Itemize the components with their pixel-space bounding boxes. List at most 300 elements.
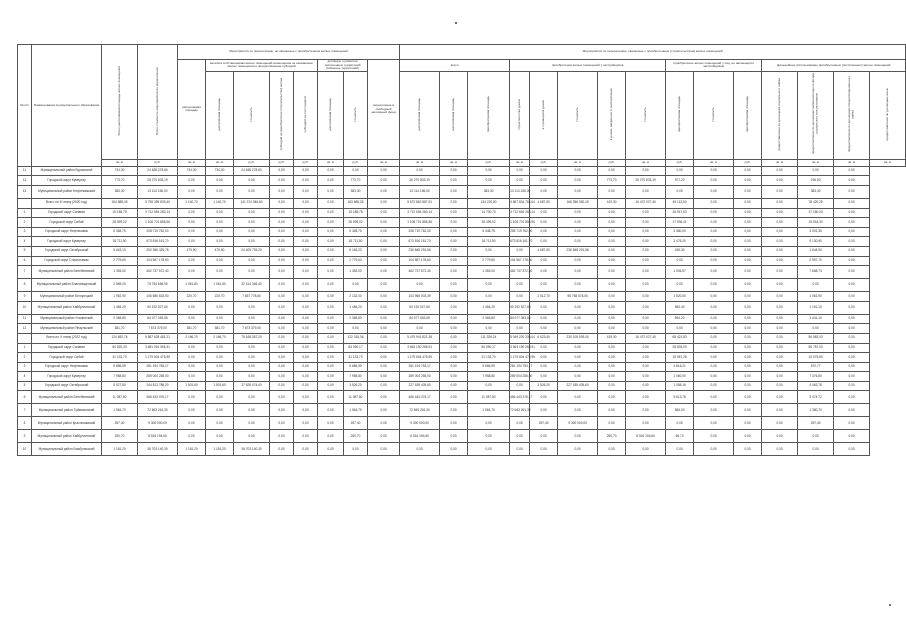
table-cell: 8 516 194,60	[138, 430, 178, 443]
row-name: Всего по III этапу (2020 год)	[32, 198, 102, 208]
table-cell: 0,00	[694, 246, 734, 256]
row-number: 10	[18, 301, 32, 314]
sub-b-header: договоры о развитии застроенных территорий (освоение территорий)	[318, 60, 368, 72]
table-cell: 479,90	[206, 246, 234, 256]
table-cell: 13 114 156,00	[400, 185, 440, 198]
table-cell: 0,00	[734, 353, 762, 363]
table-cell: 734,00	[178, 166, 206, 176]
table-cell: 0,00	[178, 227, 206, 237]
table-cell: 0,00	[694, 417, 734, 430]
table-cell: 0,00	[294, 166, 318, 176]
table-cell: 0,00	[368, 246, 400, 256]
table-cell: 0,00	[762, 218, 798, 228]
table-cell: 0,00	[834, 292, 870, 302]
table-cell: 1 520,00	[666, 292, 694, 302]
col-h-7: расселяемая площадь	[327, 98, 332, 131]
table-cell: 0,00	[734, 343, 762, 353]
table-cell: 0,00	[294, 381, 318, 391]
table-cell: 11 087,50	[102, 391, 138, 404]
table-cell: 0,00	[270, 417, 294, 430]
table-cell: 1 353,00	[468, 266, 510, 279]
table-cell: 1 191,10	[798, 301, 834, 314]
table-cell: 0,00	[178, 362, 206, 372]
table-row	[18, 176, 906, 186]
table-cell: 0,00	[270, 246, 294, 256]
table-cell: 5 163,23	[344, 246, 368, 256]
table-cell: 0,00	[598, 237, 626, 247]
unit-cell: кв. м	[400, 159, 440, 166]
table-cell: 5 686,99	[344, 362, 368, 372]
table-cell: 0,00	[368, 256, 400, 266]
table-cell: 1 181,20	[206, 443, 234, 456]
table-cell: 462 737 572,40	[138, 266, 178, 279]
table-cell: 0,00	[834, 301, 870, 314]
row-name: Городской округ Сибай	[32, 218, 102, 228]
table-cell: 0,00	[762, 246, 798, 256]
table-cell: 0,00	[834, 256, 870, 266]
table-body	[18, 166, 906, 456]
row-number: 8	[18, 279, 32, 292]
table-cell: 0,00	[294, 443, 318, 456]
table-cell: 0,00	[234, 237, 270, 247]
table-cell: 0,00	[834, 343, 870, 353]
table-row	[18, 404, 906, 417]
table-cell: 383,30	[798, 185, 834, 198]
table-row	[18, 391, 906, 404]
table-cell: 0,00	[368, 166, 400, 176]
table-cell: 220,70	[206, 292, 234, 302]
table-cell: 0,00	[694, 443, 734, 456]
col-h-4: стоимость	[248, 107, 253, 122]
table-cell: 0,00	[626, 237, 666, 247]
table-cell: 0,00	[558, 362, 598, 372]
table-row	[18, 324, 906, 334]
table-cell: 0,00	[530, 324, 558, 334]
table-cell: 104 567 178,60	[138, 256, 178, 266]
table-cell: 0,00	[440, 246, 468, 256]
table-cell: 1 644,90	[798, 246, 834, 256]
row-name: Муниципальный район Янаульский	[32, 324, 102, 334]
table-cell: 5 613,78	[666, 391, 694, 404]
table-cell: 1 353,00	[344, 266, 368, 279]
table-cell: 289 004 256,00	[400, 372, 440, 382]
row-number: 3	[18, 227, 32, 237]
table-cell: 257,40	[530, 417, 558, 430]
table-cell: 0,00	[598, 381, 626, 391]
table-cell: 0,00	[598, 266, 626, 279]
table-cell: 0,00	[626, 314, 666, 324]
table-cell: 5 348,75	[344, 227, 368, 237]
table-cell: 0,00	[440, 391, 468, 404]
table-cell: 0,00	[734, 166, 762, 176]
table-cell: 0,00	[666, 185, 694, 198]
table-cell: 0,00	[598, 372, 626, 382]
table-cell: 0,00	[178, 176, 206, 186]
table-cell: 75 168 367,20	[234, 333, 270, 343]
table-cell: 0,00	[626, 256, 666, 266]
units-row	[18, 159, 906, 166]
document-sheet	[17, 44, 893, 614]
table-cell: 0,00	[206, 343, 234, 353]
table-cell: 0,00	[234, 417, 270, 430]
table-cell: 0,00	[734, 266, 762, 279]
table-cell: 466 443 376,17	[400, 391, 440, 404]
table-cell: 0,00	[234, 176, 270, 186]
table-cell: 0,00	[294, 198, 318, 208]
table-cell: 0,00	[734, 391, 762, 404]
table-cell: 0,00	[234, 372, 270, 382]
table-cell: 14 700,70	[468, 208, 510, 218]
row-name: Муниципальный район Хайбуллинский	[32, 430, 102, 443]
table-cell: 0,00	[694, 185, 734, 198]
table-cell: 3 712 654 283,14	[400, 208, 440, 218]
table-cell: 0,00	[400, 324, 440, 334]
table-cell: 236 848 291,56	[400, 246, 440, 256]
table-cell: 252 356 425,78	[138, 246, 178, 256]
table-cell: 236 848 291,56	[558, 246, 598, 256]
table-cell: 104 567 178,60	[400, 256, 440, 266]
table-cell: 0,00	[294, 227, 318, 237]
table-cell: 0,00	[234, 343, 270, 353]
table-cell: 0,00	[598, 314, 626, 324]
table-cell: 3 712 654 283,14	[138, 208, 178, 218]
table-cell: 0,00	[510, 246, 530, 256]
table-cell: 0,00	[270, 381, 294, 391]
table-cell: 0,00	[318, 417, 344, 430]
table-cell: 0,00	[178, 353, 206, 363]
row-number: 2	[18, 218, 32, 228]
table-cell: 245,30	[666, 246, 694, 256]
table-cell: 0,00	[318, 227, 344, 237]
table-cell: 0,00	[206, 185, 234, 198]
table-cell: 227 185 405,60	[400, 381, 440, 391]
table-cell: 45 112,00	[666, 198, 694, 208]
table-cell: 4 463,78	[798, 381, 834, 391]
table-cell: 0,00	[270, 208, 294, 218]
row-number: 9	[18, 430, 32, 443]
col-h-6: субсидия за счет средств	[302, 96, 307, 133]
table-cell: 0,00	[530, 279, 558, 292]
table-cell: 584,00	[666, 404, 694, 417]
unit-cell: кв. м	[440, 159, 468, 166]
table-cell: 0,00	[762, 208, 798, 218]
table-cell: 0,00	[178, 417, 206, 430]
table-cell: 0,00	[294, 404, 318, 417]
table-cell: 250,70	[344, 430, 368, 443]
table-cell: 2 779,60	[102, 256, 138, 266]
table-cell: 0,00	[440, 208, 468, 218]
row-number: 10	[18, 443, 32, 456]
table-cell: 37 628 474,40	[234, 381, 270, 391]
table-cell: 462 737 572,40	[400, 266, 440, 279]
table-cell: 2 779,60	[344, 256, 368, 266]
table-cell: 0,00	[294, 353, 318, 363]
table-cell: 0,00	[798, 443, 834, 456]
table-cell: 5 587 628 481,21	[138, 333, 178, 343]
row-number: 13	[18, 185, 32, 198]
row-number: 11	[18, 314, 32, 324]
table-cell: 0,00	[834, 185, 870, 198]
table-cell: 0,00	[344, 279, 368, 292]
table-cell: 0,00	[558, 227, 598, 237]
table-cell: 2 365,80	[102, 314, 138, 324]
table-cell: 0,00	[558, 185, 598, 198]
table-cell: 0,00	[178, 266, 206, 279]
table-cell: 0,00	[626, 301, 666, 314]
table-cell: 0,00	[598, 208, 626, 218]
table-cell: 734,00	[206, 166, 234, 176]
table-cell: 9 300 000,00	[558, 417, 598, 430]
table-cell: 0,00	[318, 176, 344, 186]
table-cell: 0,00	[234, 256, 270, 266]
table-cell: 0,00	[694, 430, 734, 443]
table-cell: 0,00	[468, 292, 510, 302]
table-cell: 0,00	[626, 362, 666, 372]
table-cell: 0,00	[440, 381, 468, 391]
table-cell: 141 374 946,80	[234, 198, 270, 208]
unit-cell: руб.	[666, 159, 694, 166]
table-cell: 0,00	[178, 301, 206, 314]
table-cell: 0,00	[762, 417, 798, 430]
table-cell: 289 004 256,00	[138, 372, 178, 382]
table-cell: 0,00	[318, 314, 344, 324]
table-cell: 2 166,70	[178, 333, 206, 343]
table-cell: 50 192 527,60	[510, 301, 530, 314]
table-cell: 0,00	[318, 256, 344, 266]
table-cell: 4 687,90	[530, 246, 558, 256]
table-cell: 0,00	[762, 266, 798, 279]
table-cell: 0,00	[762, 176, 798, 186]
table-cell: 31 133,70	[102, 353, 138, 363]
table-cell: 24 638 278,60	[138, 166, 178, 176]
table-cell: 3 681 016 066,31	[138, 343, 178, 353]
table-cell: 0,00	[598, 391, 626, 404]
table-cell: 0,00	[762, 314, 798, 324]
table-cell: 0,00	[368, 301, 400, 314]
row-name: Городской округ Салават	[32, 343, 102, 353]
table-cell: 0,00	[762, 353, 798, 363]
table-cell: 0,00	[318, 372, 344, 382]
table-cell: 0,00	[440, 176, 468, 186]
table-cell: 0,00	[598, 417, 626, 430]
table-cell: 0,00	[530, 372, 558, 382]
table-cell: 196,50	[798, 176, 834, 186]
table-cell: 0,00	[368, 208, 400, 218]
row-name: Муниципальный район Нефтекамский	[32, 185, 102, 198]
table-cell: 1 952,90	[102, 292, 138, 302]
table-cell: 31 133,70	[344, 353, 368, 363]
row-name: Городской округ Октябрьский	[32, 381, 102, 391]
table-cell: 0,00	[178, 256, 206, 266]
table-cell: 0,00	[294, 237, 318, 247]
table-cell: 1 061,80	[178, 279, 206, 292]
table-cell: 0,00	[734, 218, 762, 228]
table-cell: 0,00	[626, 404, 666, 417]
table-cell: 0,00	[626, 227, 666, 237]
table-cell: 0,00	[270, 404, 294, 417]
table-cell: 0,00	[558, 208, 598, 218]
table-cell: 0,00	[178, 343, 206, 353]
table-cell: 7 958,80	[102, 372, 138, 382]
table-cell: 0,00	[206, 391, 234, 404]
table-cell: 0,00	[834, 266, 870, 279]
row-name: Городской округ Октябрьский	[32, 246, 102, 256]
table-cell: 0,00	[834, 227, 870, 237]
row-name: Городской округ Салават	[32, 208, 102, 218]
table-cell: 2 365,80	[344, 314, 368, 324]
table-cell: 227 185 405,60	[558, 381, 598, 391]
table-cell: 0,00	[318, 279, 344, 292]
table-cell: 5 686,99	[102, 362, 138, 372]
table-row	[18, 279, 906, 292]
table-cell: 0,00	[440, 353, 468, 363]
col-h-13: в строящихся домах	[540, 99, 545, 130]
table-cell: 0,00	[694, 279, 734, 292]
table-cell: 0,00	[468, 166, 510, 176]
table-cell: 0,00	[762, 198, 798, 208]
table-cell: 0,00	[206, 176, 234, 186]
table-cell: 230 105 093,00	[558, 333, 598, 343]
table-cell: 16 472 027,40	[626, 333, 666, 343]
unit-cell: кв. м	[206, 159, 234, 166]
table-cell: 0,00	[270, 372, 294, 382]
col-h-12: строительство домов	[516, 99, 521, 130]
table-cell: 1 060,00	[666, 372, 694, 382]
table-cell: 0,00	[318, 166, 344, 176]
table-cell: 0,00	[318, 246, 344, 256]
table-cell: 0,00	[598, 343, 626, 353]
row-number: 3	[18, 362, 32, 372]
table-cell: 0,00	[762, 381, 798, 391]
table-cell: 5 474,72	[798, 391, 834, 404]
table-cell: 0,00	[558, 176, 598, 186]
table-cell: 0,00	[368, 343, 400, 353]
table-row	[18, 443, 906, 456]
table-cell: 7 673 379,00	[138, 324, 178, 334]
table-cell: 8 516 194,60	[400, 430, 440, 443]
col-h-14: стоимость	[574, 107, 579, 122]
table-cell: 0,00	[530, 404, 558, 417]
table-cell: 281 194 783,17	[510, 362, 530, 372]
table-cell: 72 663 261,30	[510, 404, 530, 417]
table-cell: 0,00	[666, 279, 694, 292]
table-cell: 0,00	[270, 430, 294, 443]
row-name: Муниципальный район Белорецкий	[32, 292, 102, 302]
table-cell: 0,00	[694, 314, 734, 324]
table-cell: 1 964,70	[468, 404, 510, 417]
table-cell: 1 431,10	[798, 314, 834, 324]
table-cell: 0,00	[734, 227, 762, 237]
table-cell: 383,30	[102, 185, 138, 198]
table-cell: 0,00	[762, 333, 798, 343]
table-cell: 0,00	[530, 256, 558, 266]
table-cell: 5 643,13	[102, 246, 138, 256]
table-cell: 5 027,80	[102, 381, 138, 391]
table-cell: 0,00	[270, 279, 294, 292]
row-number: 4	[18, 372, 32, 382]
table-cell: 0,00	[206, 362, 234, 372]
table-cell: 0,00	[270, 218, 294, 228]
table-cell: 0,00	[468, 246, 510, 256]
table-cell: 0,00	[368, 237, 400, 247]
table-cell: 0,00	[734, 381, 762, 391]
table-cell: 0,00	[762, 404, 798, 417]
unit-cell: руб.	[468, 159, 510, 166]
table-row	[18, 218, 906, 228]
table-cell: 0,00	[468, 430, 510, 443]
table-cell: 0,00	[440, 301, 468, 314]
table-cell: 479,90	[178, 246, 206, 256]
table-cell: 244 813 788,20	[138, 381, 178, 391]
table-cell: 0,00	[598, 185, 626, 198]
table-cell: 0,00	[558, 256, 598, 266]
table-cell: 0,00	[468, 279, 510, 292]
unit-cell: кв. м	[178, 159, 206, 166]
table-cell: 0,00	[666, 256, 694, 266]
table-cell: 0,00	[694, 343, 734, 353]
table-cell: 0,00	[440, 362, 468, 372]
col-h-20: предоставление по договорам социального найма	[776, 78, 781, 151]
table-cell: 0,00	[834, 208, 870, 218]
table-cell: 0,00	[510, 279, 530, 292]
table-cell: 0,00	[834, 430, 870, 443]
col-h-18: стоимость	[710, 107, 715, 122]
table-cell: 5 479 941 821,38	[400, 333, 440, 343]
table-cell: 84 090,17	[344, 343, 368, 353]
table-cell: 1 484,20	[102, 301, 138, 314]
table-cell: 0,00	[440, 443, 468, 456]
table-cell: 0,00	[234, 404, 270, 417]
sub-h-header: Дальнейшее использование приобретенных (построенных) жилых помещений	[762, 60, 906, 72]
table-cell: 1 380,70	[798, 404, 834, 417]
table-cell: 0,00	[734, 292, 762, 302]
table-cell: 0,00	[178, 404, 206, 417]
table-cell: 2 365,80	[468, 314, 510, 324]
table-cell: 0,00	[762, 279, 798, 292]
table-cell: 0,00	[734, 246, 762, 256]
table-cell: 0,00	[694, 333, 734, 343]
row-number: 1	[18, 208, 32, 218]
col-h-5: субсидия на приобретение (строительство) жилья	[278, 78, 283, 151]
row-name: Городской округ Нефтекамск	[32, 362, 102, 372]
col-h-16: стоимость	[642, 107, 647, 122]
table-cell: 0,00	[694, 218, 734, 228]
table-cell: 0,00	[530, 343, 558, 353]
table-cell: 0,00	[558, 404, 598, 417]
table-cell: 257,40	[344, 417, 368, 430]
table-row	[18, 343, 906, 353]
table-cell: 0,00	[558, 353, 598, 363]
table-cell: 0,00	[734, 324, 762, 334]
table-cell: 72 663 261,30	[138, 404, 178, 417]
table-cell: 466 443 376,17	[510, 391, 530, 404]
table-cell: 0,00	[694, 227, 734, 237]
table-cell: 0,00	[558, 324, 598, 334]
table-cell: 0,00	[834, 362, 870, 372]
table-cell: 0,00	[626, 266, 666, 279]
table-cell: 0,00	[294, 301, 318, 314]
table-cell: 5 686,99	[468, 362, 510, 372]
table-cell: 0,00	[666, 166, 694, 176]
table-cell: 0,00	[400, 166, 440, 176]
table-cell: 0,00	[178, 430, 206, 443]
table-cell: 0,00	[762, 391, 798, 404]
table-cell: 208 719 762,00	[510, 227, 530, 237]
table-cell: 0,00	[762, 292, 798, 302]
table-cell: 0,00	[598, 246, 626, 256]
table-cell: 0,00	[666, 443, 694, 456]
row-number: 4	[18, 237, 32, 247]
